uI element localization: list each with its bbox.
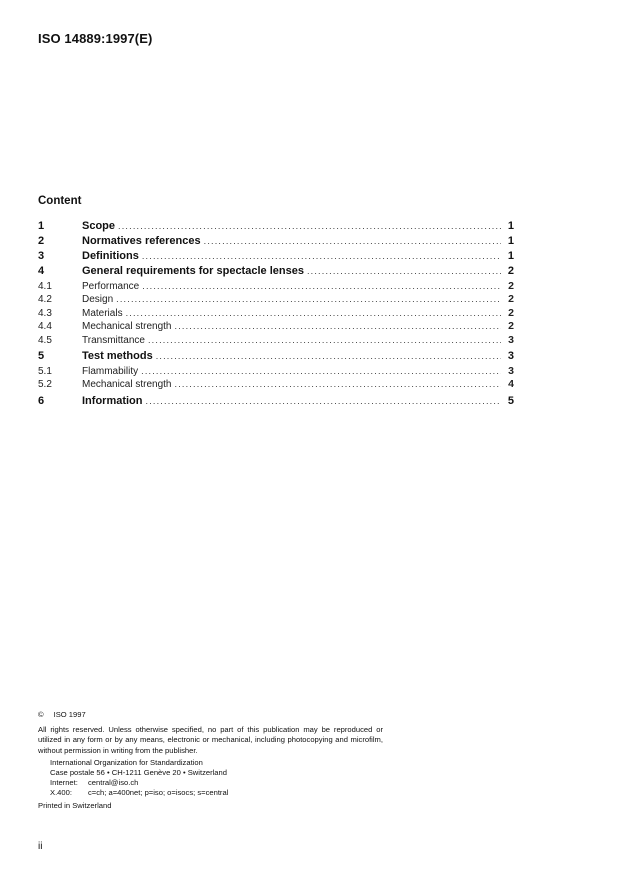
toc-entry-page: 3 [507, 349, 514, 362]
toc-entry[interactable] [38, 350, 514, 365]
toc-entry-title: Scope [82, 220, 116, 232]
toc-entry[interactable] [38, 265, 514, 280]
toc-entry-page: 4 [508, 378, 514, 391]
copyright-block [38, 710, 383, 811]
toc-entry-title: Transmittance [82, 334, 145, 346]
copyright-line [38, 710, 383, 720]
toc-entry-page: 2 [508, 293, 514, 306]
toc-entry-page: 2 [508, 306, 514, 319]
toc-entry[interactable] [38, 280, 514, 293]
publisher-info [50, 758, 383, 799]
toc-entry-number: 4 [38, 265, 45, 277]
toc-entry[interactable] [38, 293, 514, 306]
toc-entry-title: Design [82, 294, 114, 306]
toc-entry-page: 2 [508, 280, 514, 292]
toc-entry-page: 1 [507, 220, 514, 232]
toc-entry-title: Test methods [82, 349, 153, 362]
toc-entry-number: 4.1 [38, 281, 52, 292]
toc-entry[interactable] [38, 365, 514, 378]
toc-heading: Content [38, 195, 82, 207]
toc-leader-dots [175, 379, 502, 389]
toc-entry-title: Performance [82, 281, 140, 292]
toc-entry[interactable] [38, 235, 514, 250]
toc-entry[interactable] [38, 220, 514, 235]
internet-label: Internet: [50, 778, 78, 788]
document-id-header: ISO 14889:1997(E) [38, 31, 153, 46]
toc-entry-number: 2 [38, 235, 45, 247]
internet-contact [50, 778, 383, 788]
toc-leader-dots [141, 366, 501, 376]
toc-entry-page: 1 [507, 235, 514, 247]
organization-name: International Organization for Standardization [50, 757, 203, 767]
x400-value: c=ch; a=400net; p=iso; o=isocs; s=central [88, 788, 229, 798]
toc-entry-number: 1 [38, 220, 45, 232]
toc-leader-dots [148, 335, 501, 345]
toc-entry[interactable] [38, 378, 514, 391]
toc-entry-page: 1 [507, 250, 514, 262]
rights-notice: All rights reserved. Unless otherwise specified, no part of this publication may be reproduced or utilized in any form or by any means, electronic or mechanical, including photocopying and microfilm, without permission in writing from the publisher. [38, 725, 383, 755]
toc-entry[interactable] [38, 250, 514, 265]
toc-entry-title: Mechanical strength [82, 321, 172, 333]
toc-entry-number: 4.5 [38, 334, 52, 346]
x400-label: X.400: [50, 788, 72, 798]
toc-entry-title: Information [82, 394, 143, 407]
toc-entry-page: 3 [508, 333, 514, 346]
toc-entry[interactable] [38, 307, 514, 320]
toc-entry-title: Normatives references [82, 235, 201, 247]
table-of-contents [38, 220, 514, 410]
toc-entry-page: 3 [508, 364, 514, 377]
toc-leader-dots [156, 351, 501, 361]
toc-leader-dots [146, 396, 502, 406]
toc-entry-title: General requirements for spectacle lenses [82, 265, 304, 277]
toc-entry-number: 6 [38, 394, 45, 407]
toc-leader-dots [142, 281, 501, 291]
toc-entry-title: Mechanical strength [82, 379, 172, 391]
toc-entry-number: 4.3 [38, 307, 52, 319]
x400-contact [50, 788, 383, 798]
toc-entry-number: 4.4 [38, 321, 52, 333]
toc-leader-dots [116, 294, 501, 304]
toc-entry-number: 5 [38, 349, 45, 362]
copyright-symbol: © [38, 710, 44, 719]
toc-entry-number: 5.1 [38, 365, 52, 377]
toc-leader-dots [126, 308, 501, 318]
toc-entry-title: Materials [82, 307, 123, 319]
toc-entry-title: Flammability [82, 365, 139, 377]
internet-value: central@iso.ch [88, 778, 139, 788]
toc-leader-dots [204, 236, 501, 246]
toc-entry[interactable] [38, 395, 514, 410]
toc-entry-number: 3 [38, 250, 45, 262]
organization-address: Case postale 56 • CH-1211 Genève 20 • Switzerland [50, 768, 227, 778]
toc-entry[interactable] [38, 320, 514, 333]
toc-leader-dots [118, 221, 501, 231]
toc-leader-dots [307, 266, 501, 276]
toc-entry-number: 5.2 [38, 379, 52, 391]
printed-in-note: Printed in Switzerland [38, 800, 112, 810]
toc-entry-page: 2 [507, 265, 514, 277]
toc-entry-page: 2 [508, 320, 514, 333]
toc-entry-number: 4.2 [38, 294, 52, 306]
toc-entry[interactable] [38, 334, 514, 347]
page-number: ii [38, 841, 43, 852]
toc-entry-title: Definitions [82, 250, 139, 262]
toc-entry-page: 5 [507, 394, 514, 407]
toc-leader-dots [175, 321, 502, 331]
toc-leader-dots [142, 251, 501, 261]
copyright-owner: ISO 1997 [53, 710, 86, 719]
